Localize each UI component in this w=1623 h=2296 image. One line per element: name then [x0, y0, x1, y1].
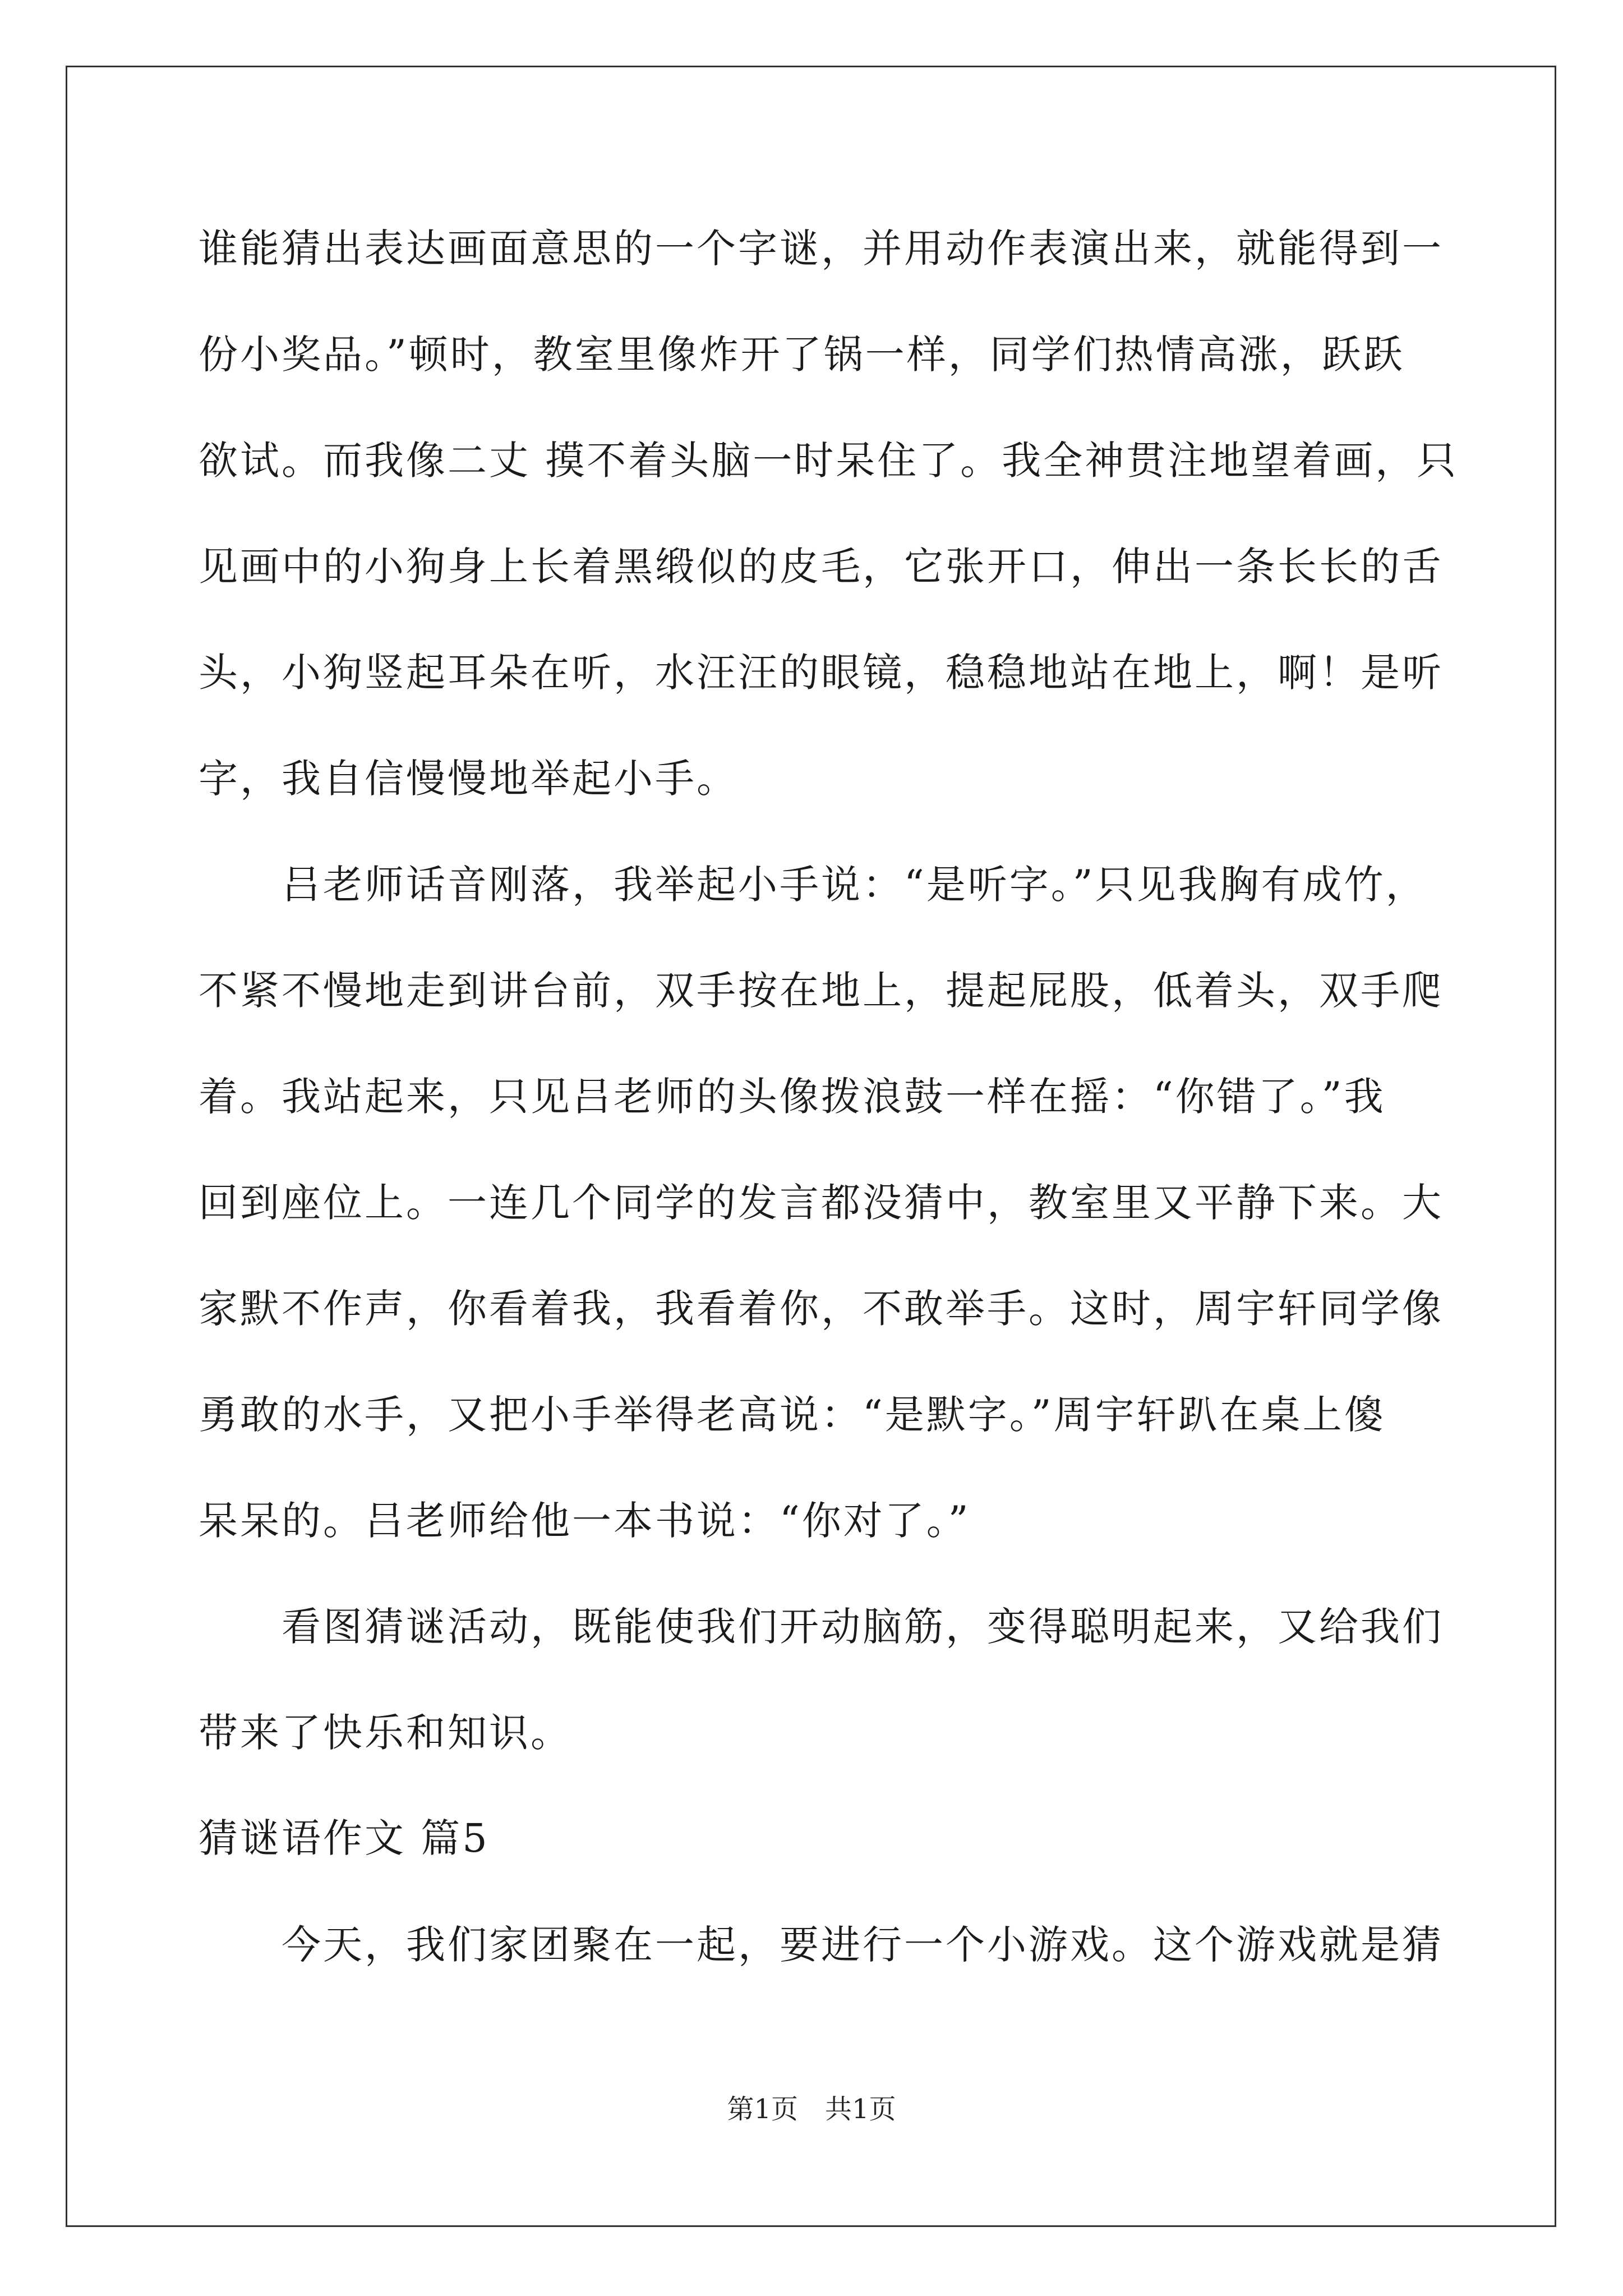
text-line: 见画中的小狗身上长着黑缎似的皮毛，它张开口，伸出一条长长的舌 [199, 544, 1444, 590]
text-line: 今天，我们家团聚在一起，要进行一个小游戏。这个游戏就是猜 [199, 1922, 1444, 1968]
text-line: 看图猜谜活动，既能使我们开动脑筋，变得聪明起来，又给我们 [199, 1604, 1444, 1650]
text-line: 勇敢的水手，又把小手举得老高说：“是默字。”周宇轩趴在桌上傻 [199, 1392, 1386, 1438]
page-total: 共1页 [825, 2093, 896, 2125]
text-line: 谁能猜出表达画面意思的一个字谜，并用动作表演出来，就能得到一 [199, 226, 1444, 272]
page-footer [0, 2092, 1623, 2126]
text-line: 回到座位上。一连几个同学的发言都没猜中，教室里又平静下来。大 [199, 1180, 1444, 1226]
text-line: 不紧不慢地走到讲台前，双手按在地上，提起屁股，低着头，双手爬 [199, 968, 1444, 1014]
text-line: 头，小狗竖起耳朵在听，水汪汪的眼镜，稳稳地站在地上，啊！是听 [199, 650, 1444, 696]
text-line: 欲试。而我像二丈 摸不着头脑一时呆住了。我全神贯注地望着画，只 [199, 438, 1459, 484]
page-number: 第1页 [727, 2093, 798, 2125]
text-line: 份小奖品。”顿时，教室里像炸开了锅一样，同学们热情高涨，跃跃 [199, 332, 1405, 378]
text-line: 呆呆的。吕老师给他一本书说：“你对了。” [199, 1498, 971, 1544]
text-line: 字，我自信慢慢地举起小手。 [199, 756, 738, 802]
text-line: 带来了快乐和知识。 [199, 1710, 572, 1756]
section-heading: 猜谜语作文 篇5 [199, 1815, 490, 1861]
page-border [66, 66, 1556, 2227]
text-line: 吕老师话音刚落，我举起小手说：“是听字。”只见我胸有成竹， [199, 862, 1427, 908]
text-line: 家默不作声，你看着我，我看着你，不敢举手。这时，周宇轩同学像 [199, 1286, 1444, 1332]
text-line: 着。我站起来，只见吕老师的头像拨浪鼓一样在摇：“你错了。”我 [199, 1074, 1386, 1120]
